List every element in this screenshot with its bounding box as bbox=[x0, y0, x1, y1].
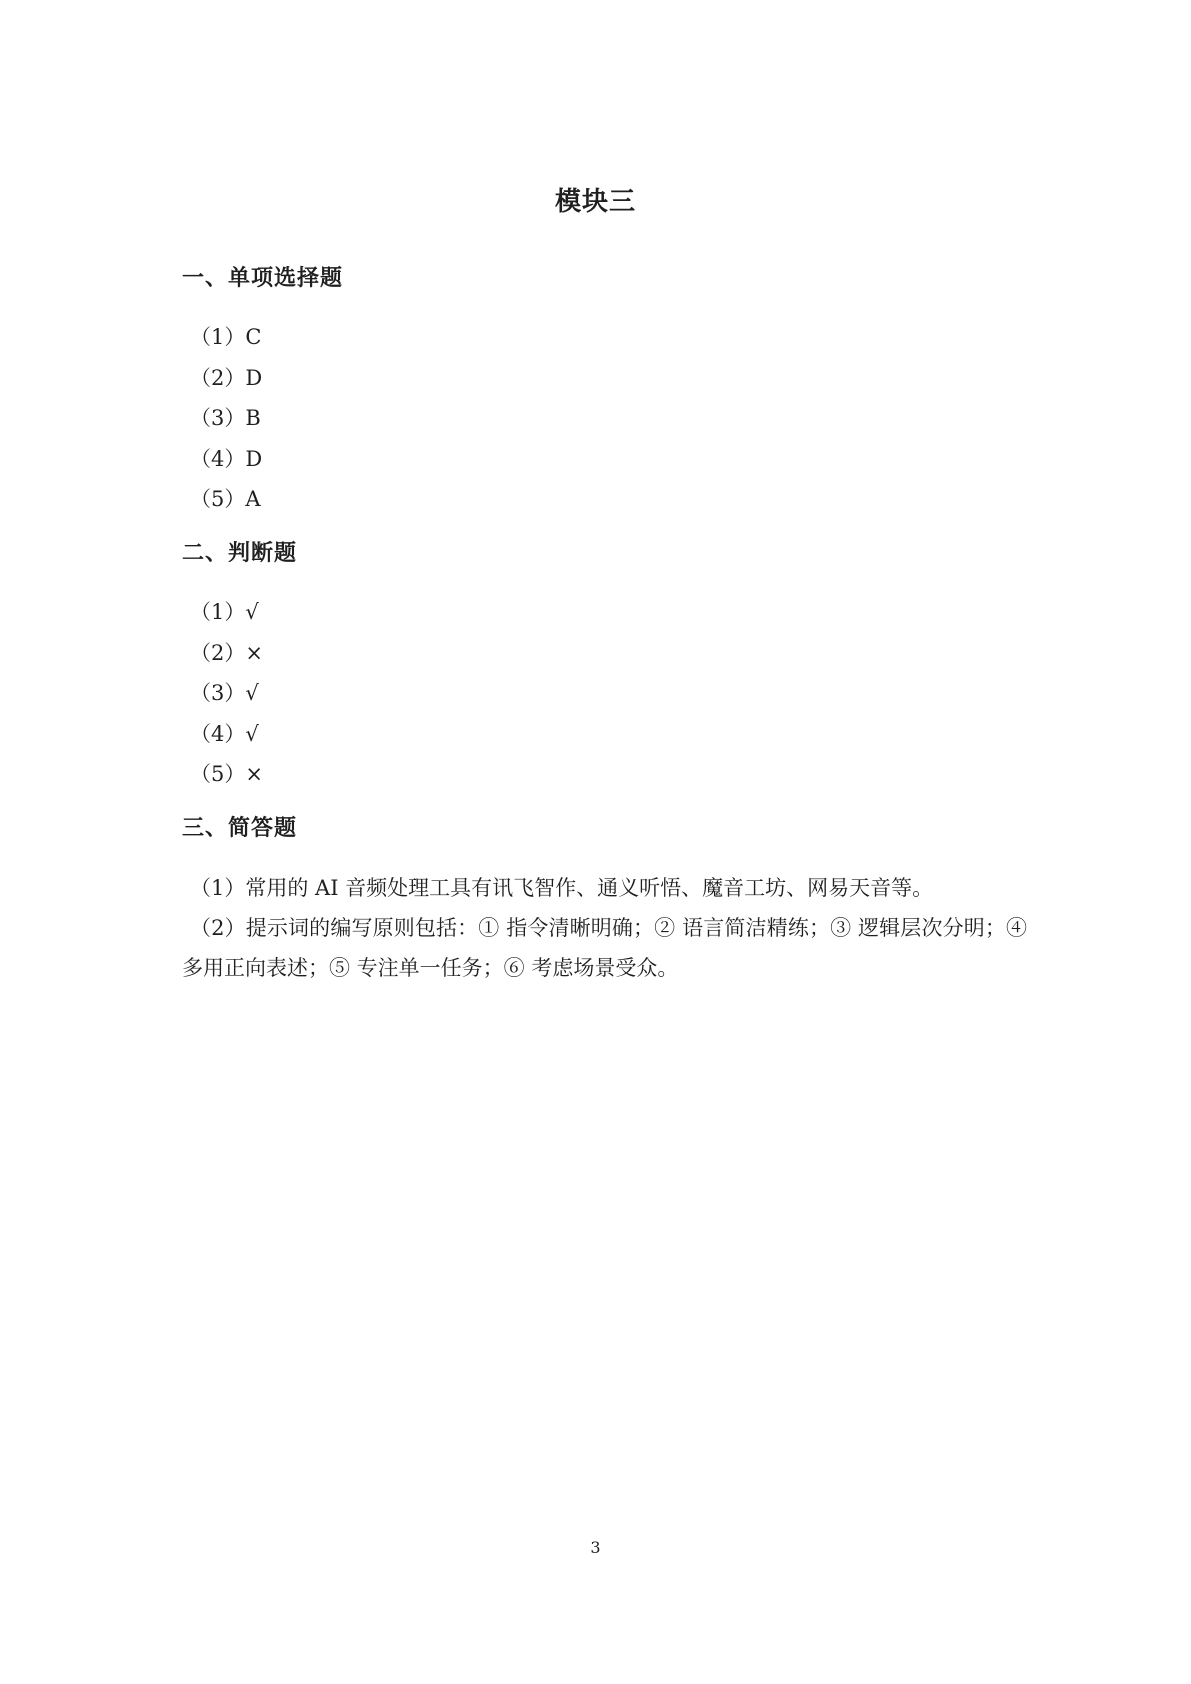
item-label: （1） bbox=[190, 600, 246, 624]
answer-paragraph: （2）提示词的编写原则包括：① 指令清晰明确；② 语言简洁精练；③ 逻辑层次分明；④ 多用正向表述；⑤ 专注单一任务；⑥ 考虑场景受众。 bbox=[182, 916, 1027, 980]
item-answer: √ bbox=[245, 722, 259, 746]
item-answer: √ bbox=[245, 681, 259, 705]
short-answer-block bbox=[182, 868, 1027, 988]
list-item bbox=[190, 597, 259, 627]
section-heading-single-choice: 一、单项选择题 bbox=[182, 266, 344, 291]
list-item bbox=[190, 719, 259, 749]
item-label: （2） bbox=[190, 641, 246, 665]
item-label: （4） bbox=[190, 447, 246, 471]
list-item bbox=[190, 403, 261, 433]
answer-paragraph: （1）常用的 AI 音频处理工具有讯飞智作、通义听悟、魔音工坊、网易天音等。 bbox=[190, 876, 934, 900]
item-label: （5） bbox=[190, 487, 246, 511]
list-item bbox=[190, 363, 262, 393]
section-heading-true-false: 二、判断题 bbox=[182, 541, 298, 566]
item-answer: D bbox=[245, 366, 263, 390]
list-item bbox=[190, 484, 261, 514]
section-heading-short-answer: 三、简答题 bbox=[182, 816, 298, 841]
item-answer: √ bbox=[245, 600, 259, 624]
item-answer: C bbox=[245, 325, 262, 349]
list-item bbox=[190, 759, 263, 789]
item-label: （2） bbox=[190, 366, 246, 390]
item-answer: × bbox=[245, 762, 263, 786]
list-item bbox=[190, 638, 263, 668]
list-item bbox=[190, 322, 261, 352]
list-item bbox=[190, 678, 259, 708]
item-answer: × bbox=[245, 641, 263, 665]
page-number: 3 bbox=[590, 1538, 601, 1557]
item-label: （3） bbox=[190, 681, 246, 705]
item-answer: D bbox=[245, 447, 263, 471]
item-label: （4） bbox=[190, 722, 246, 746]
list-item bbox=[190, 444, 262, 474]
item-answer: A bbox=[245, 487, 261, 511]
item-answer: B bbox=[245, 406, 261, 430]
item-label: （5） bbox=[190, 762, 246, 786]
page-title: 模块三 bbox=[554, 187, 636, 217]
item-label: （3） bbox=[190, 406, 246, 430]
item-label: （1） bbox=[190, 325, 246, 349]
